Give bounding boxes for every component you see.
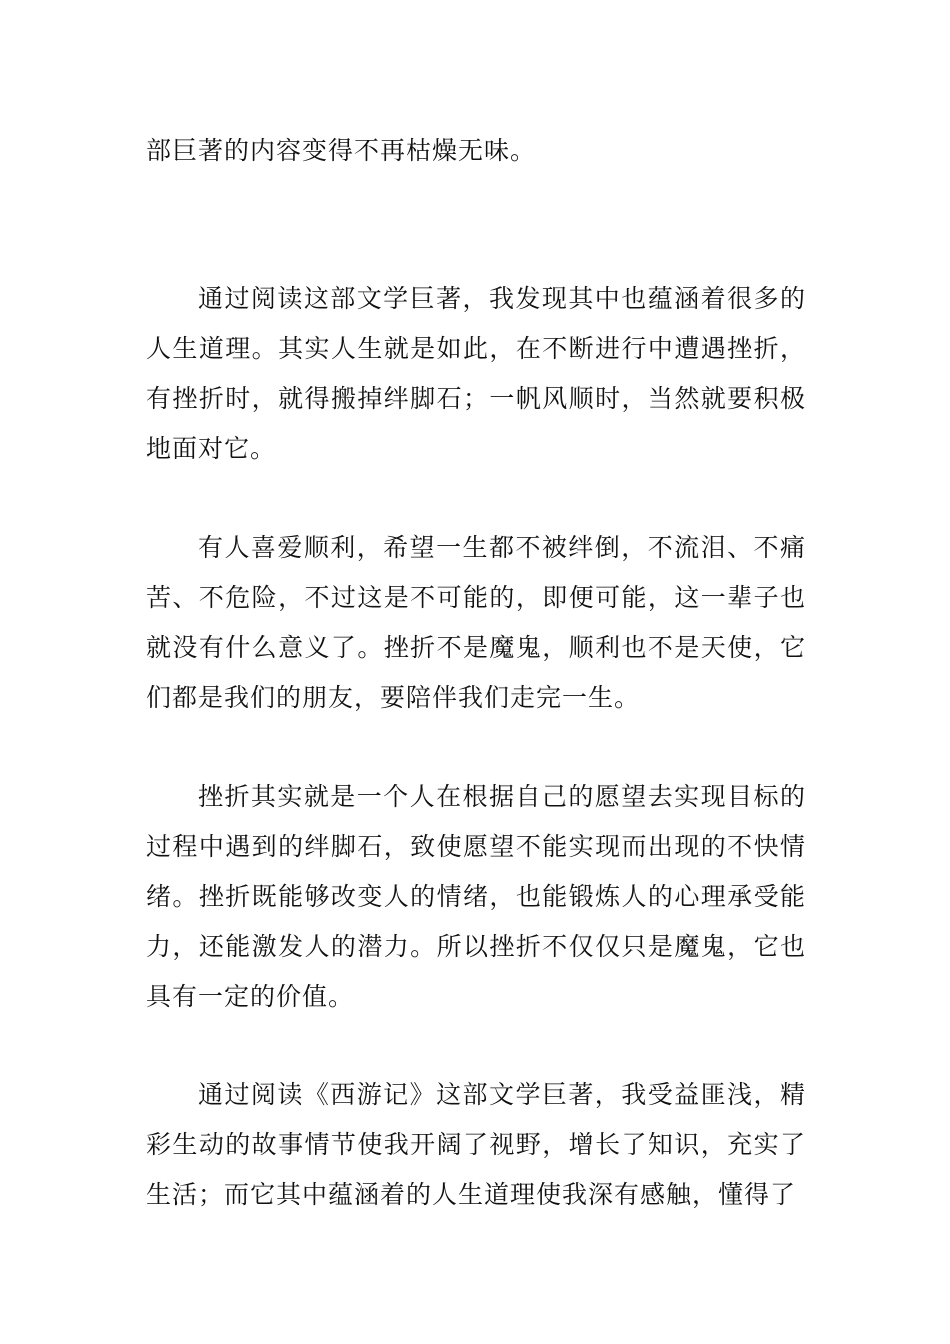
paragraph-conclusion: 通过阅读《西游记》这部文学巨著，我受益匪浅，精彩生动的故事情节使我开阔了视野，增长了知识，充实了生活；而它其中蕴涵着的人生道理使我深有感触，懂得了 — [146, 1080, 806, 1209]
paragraph-life-lessons: 通过阅读这部文学巨著，我发现其中也蕴涵着很多的人生道理。其实人生就是如此，在不断进行中遭遇挫折，有挫折时，就得搬掉绊脚石；一帆风顺时，当然就要积极地面对它。 — [146, 284, 806, 463]
paragraph-setback-value: 挫折其实就是一个人在根据自己的愿望去实现目标的过程中遇到的绊脚石，致使愿望不能实现而出现的不快情绪。挫折既能够改变人的情绪，也能锻炼人的心理承受能力，还能激发人的潜力。所以挫折不仅仅只是魔鬼，它也具有一定的价值。 — [146, 782, 806, 1011]
paragraph-continuation: 部巨著的内容变得不再枯燥无味。 — [146, 136, 537, 165]
paragraph-setbacks-friends: 有人喜爱顺利，希望一生都不被绊倒，不流泪、不痛苦、不危险，不过这是不可能的，即便可能，这一辈子也就没有什么意义了。挫折不是魔鬼，顺利也不是天使，它们都是我们的朋友，要陪伴我们走完一生。 — [146, 533, 806, 712]
